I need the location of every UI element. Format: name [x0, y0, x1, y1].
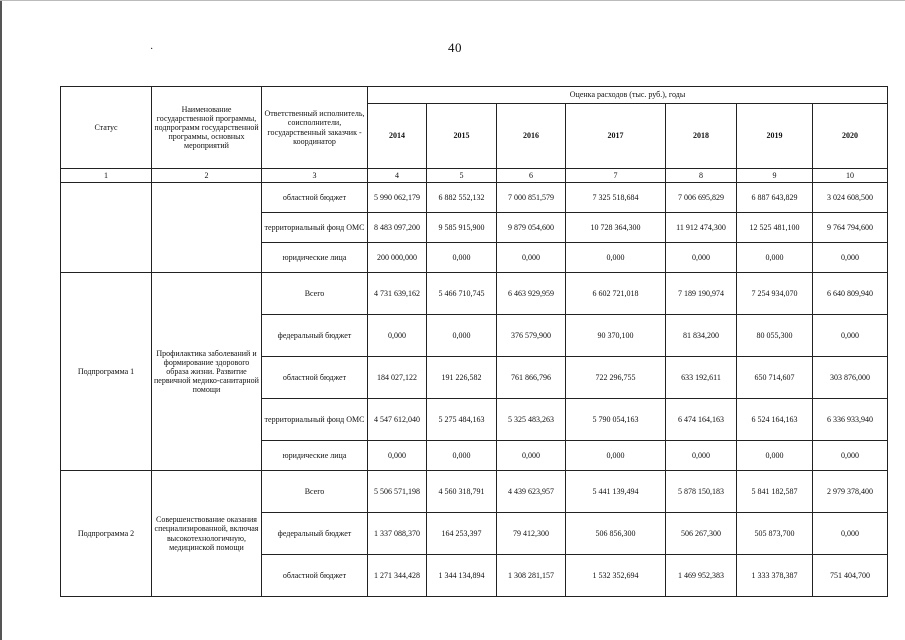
value-cell: 12 525 481,100 — [737, 213, 813, 243]
header-year: 2018 — [666, 104, 737, 169]
value-cell: 9 585 915,900 — [427, 213, 497, 243]
value-cell: 0,000 — [368, 441, 427, 471]
value-cell: 4 439 623,957 — [497, 471, 566, 513]
value-cell: 10 728 364,300 — [566, 213, 666, 243]
value-cell: 0,000 — [813, 441, 888, 471]
value-cell: 0,000 — [566, 243, 666, 273]
column-index: 10 — [813, 169, 888, 183]
value-cell: 633 192,611 — [666, 357, 737, 399]
value-cell: 0,000 — [666, 243, 737, 273]
value-cell: 184 027,122 — [368, 357, 427, 399]
value-cell: 0,000 — [368, 315, 427, 357]
column-index: 9 — [737, 169, 813, 183]
value-cell: 2 979 378,400 — [813, 471, 888, 513]
status-cell: Подпрограмма 2 — [61, 471, 152, 597]
value-cell: 9 764 794,600 — [813, 213, 888, 243]
value-cell: 1 469 952,383 — [666, 555, 737, 597]
value-cell: 6 602 721,018 — [566, 273, 666, 315]
value-cell: 1 308 281,157 — [497, 555, 566, 597]
status-cell: Подпрограмма 1 — [61, 273, 152, 471]
header-name: Наименование государственной программы, подпрограмм государственной программы, основных мероприятий — [152, 87, 262, 169]
value-cell: 7 325 518,684 — [566, 183, 666, 213]
header-year: 2019 — [737, 104, 813, 169]
value-cell: 200 000,000 — [368, 243, 427, 273]
value-cell: 5 441 139,494 — [566, 471, 666, 513]
table-row — [61, 183, 888, 213]
column-index: 4 — [368, 169, 427, 183]
column-index: 5 — [427, 169, 497, 183]
value-cell: 0,000 — [497, 243, 566, 273]
value-cell: 3 024 608,500 — [813, 183, 888, 213]
value-cell: 6 882 552,132 — [427, 183, 497, 213]
value-cell: 79 412,300 — [497, 513, 566, 555]
program-name-cell — [152, 183, 262, 273]
header-year: 2017 — [566, 104, 666, 169]
value-cell: 505 873,700 — [737, 513, 813, 555]
funding-source-cell: федеральный бюджет — [262, 513, 368, 555]
column-index: 2 — [152, 169, 262, 183]
value-cell: 5 275 484,163 — [427, 399, 497, 441]
header-year: 2020 — [813, 104, 888, 169]
value-cell: 7 254 934,070 — [737, 273, 813, 315]
value-cell: 7 006 695,829 — [666, 183, 737, 213]
funding-source-cell: областной бюджет — [262, 555, 368, 597]
value-cell: 80 055,300 — [737, 315, 813, 357]
funding-source-cell: территориальный фонд ОМС — [262, 399, 368, 441]
value-cell: 90 370,100 — [566, 315, 666, 357]
value-cell: 5 466 710,745 — [427, 273, 497, 315]
page-number: 40 — [448, 40, 462, 55]
value-cell: 8 483 097,200 — [368, 213, 427, 243]
value-cell: 0,000 — [813, 315, 888, 357]
value-cell: 0,000 — [566, 441, 666, 471]
value-cell: 5 325 483,263 — [497, 399, 566, 441]
value-cell: 0,000 — [666, 441, 737, 471]
value-cell: 6 887 643,829 — [737, 183, 813, 213]
funding-source-cell: Всего — [262, 471, 368, 513]
funding-source-cell: юридические лица — [262, 441, 368, 471]
value-cell: 4 547 612,040 — [368, 399, 427, 441]
value-cell: 4 731 639,162 — [368, 273, 427, 315]
header-responsible: Ответственный исполнитель, соисполнители, государственный заказчик - координатор — [262, 87, 368, 169]
program-name-cell: Совершенствование оказания специализированной, включая высокотехнологичную, медицинской помощи — [152, 471, 262, 597]
value-cell: 5 878 150,183 — [666, 471, 737, 513]
value-cell: 506 856,300 — [566, 513, 666, 555]
value-cell: 81 834,200 — [666, 315, 737, 357]
value-cell: 6 336 933,940 — [813, 399, 888, 441]
header-status: Статус — [61, 87, 152, 169]
column-index: 1 — [61, 169, 152, 183]
value-cell: 11 912 474,300 — [666, 213, 737, 243]
value-cell: 761 866,796 — [497, 357, 566, 399]
value-cell: 506 267,300 — [666, 513, 737, 555]
header-row — [61, 87, 888, 104]
value-cell: 751 404,700 — [813, 555, 888, 597]
budget-table — [60, 86, 888, 597]
scan-edge — [0, 0, 2, 640]
value-cell: 1 337 088,370 — [368, 513, 427, 555]
status-cell — [61, 183, 152, 273]
value-cell: 5 506 571,198 — [368, 471, 427, 513]
header-estimate: Оценка расходов (тыс. руб.), годы — [368, 87, 888, 104]
header-year: 2014 — [368, 104, 427, 169]
funding-source-cell: областной бюджет — [262, 183, 368, 213]
column-index: 6 — [497, 169, 566, 183]
header-year: 2015 — [427, 104, 497, 169]
scan-speck: · — [150, 44, 154, 55]
table-row — [61, 273, 888, 315]
value-cell: 1 271 344,428 — [368, 555, 427, 597]
value-cell: 0,000 — [427, 243, 497, 273]
header-year: 2016 — [497, 104, 566, 169]
value-cell: 7 189 190,974 — [666, 273, 737, 315]
funding-source-cell: территориальный фонд ОМС — [262, 213, 368, 243]
value-cell: 191 226,582 — [427, 357, 497, 399]
column-index: 3 — [262, 169, 368, 183]
column-index-row — [61, 169, 888, 183]
value-cell: 5 790 054,163 — [566, 399, 666, 441]
value-cell: 0,000 — [813, 513, 888, 555]
funding-source-cell: юридические лица — [262, 243, 368, 273]
value-cell: 1 532 352,694 — [566, 555, 666, 597]
value-cell: 5 990 062,179 — [368, 183, 427, 213]
value-cell: 6 474 164,163 — [666, 399, 737, 441]
value-cell: 9 879 054,600 — [497, 213, 566, 243]
value-cell: 303 876,000 — [813, 357, 888, 399]
program-name-cell: Профилактика заболеваний и формирование здорового образа жизни. Развитие первичной медико-санитарной помощи — [152, 273, 262, 471]
column-index: 7 — [566, 169, 666, 183]
value-cell: 6 524 164,163 — [737, 399, 813, 441]
value-cell: 4 560 318,791 — [427, 471, 497, 513]
funding-source-cell: федеральный бюджет — [262, 315, 368, 357]
funding-source-cell: Всего — [262, 273, 368, 315]
value-cell: 0,000 — [737, 441, 813, 471]
value-cell: 5 841 182,587 — [737, 471, 813, 513]
value-cell: 6 640 809,940 — [813, 273, 888, 315]
value-cell: 1 344 134,894 — [427, 555, 497, 597]
value-cell: 7 000 851,579 — [497, 183, 566, 213]
value-cell: 1 333 378,387 — [737, 555, 813, 597]
value-cell: 164 253,397 — [427, 513, 497, 555]
value-cell: 0,000 — [813, 243, 888, 273]
value-cell: 0,000 — [427, 441, 497, 471]
table-row — [61, 471, 888, 513]
value-cell: 0,000 — [737, 243, 813, 273]
value-cell: 0,000 — [427, 315, 497, 357]
scan-edge-top — [0, 0, 905, 1]
value-cell: 722 296,755 — [566, 357, 666, 399]
value-cell: 6 463 929,959 — [497, 273, 566, 315]
column-index: 8 — [666, 169, 737, 183]
value-cell: 650 714,607 — [737, 357, 813, 399]
value-cell: 376 579,900 — [497, 315, 566, 357]
value-cell: 0,000 — [497, 441, 566, 471]
funding-source-cell: областной бюджет — [262, 357, 368, 399]
